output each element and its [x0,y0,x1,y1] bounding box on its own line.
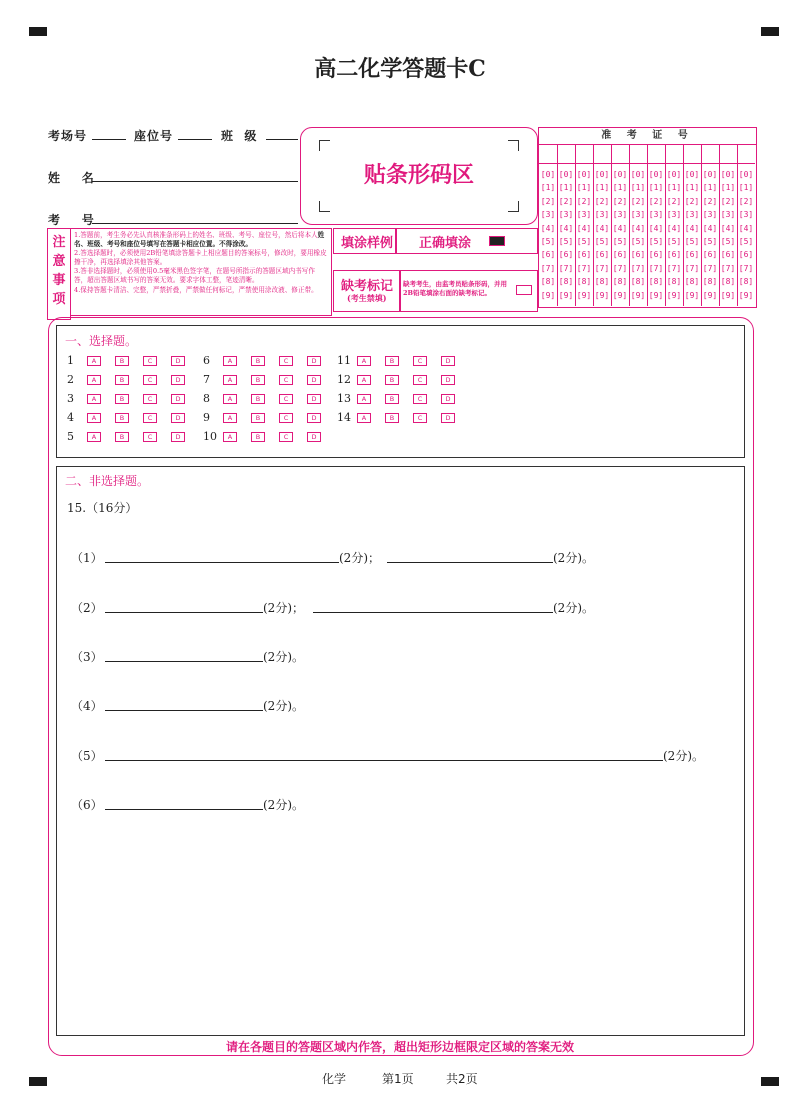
class-label: 班 级 [221,129,258,143]
page-title: 高二化学答题卡C [314,56,486,82]
admission-digit-bubble[interactable]: [4] [540,223,556,233]
admission-digit-bubble[interactable]: [0] [540,170,556,179]
admission-digit-bubble[interactable]: [8] [702,277,718,287]
free-response-title: 二、非选择题。 [65,474,150,488]
part-6-label: （6） [71,798,103,812]
choice-option-bubble[interactable]: B [251,432,265,442]
admission-digit-bubble[interactable]: [6] [702,250,718,260]
admission-digit-bubble[interactable]: [2] [720,196,736,206]
admission-digit-bubble[interactable]: [8] [666,277,682,287]
fill-sample-label: 填涂样例 [341,236,394,251]
admission-digit-bubble[interactable]: [1] [594,183,610,193]
admission-digit-bubble[interactable]: [5] [738,237,754,246]
admission-digit-bubble[interactable]: [9] [576,290,592,300]
choice-option-bubble[interactable]: C [279,413,293,423]
admission-digit-bubble[interactable]: [6] [738,250,754,260]
choice-option-bubble[interactable]: C [413,394,427,404]
admission-digit-bubble[interactable]: [7] [720,263,736,273]
choice-question-number: 10 [203,430,217,443]
admission-digit-bubble[interactable]: [2] [738,196,754,206]
timing-mark-top-right [761,27,779,36]
choice-option-bubble[interactable]: D [441,394,455,404]
choice-option-bubble[interactable]: C [279,375,293,385]
admission-digit-bubble[interactable]: [5] [558,237,574,246]
admission-digit-bubble[interactable]: [2] [648,196,664,206]
admission-digit-bubble[interactable]: [4] [594,223,610,233]
admission-digit-write-box[interactable] [593,145,611,164]
admission-digit-bubble[interactable]: [5] [540,237,556,246]
choice-option-bubble[interactable]: B [251,413,265,423]
admission-digit-bubble[interactable]: [5] [648,237,664,246]
notes-label [47,228,71,320]
admission-digit-bubble[interactable]: [1] [702,183,718,193]
question-15-label: 15.（16分） [67,501,138,515]
admission-digit-bubble[interactable]: [2] [540,196,556,206]
choice-option-bubble[interactable]: D [441,413,455,423]
class-field[interactable] [266,139,298,140]
choice-question-number: 14 [337,411,351,424]
choice-option-bubble[interactable]: A [357,413,371,423]
choice-option-bubble[interactable]: B [251,394,265,404]
choice-option-bubble[interactable]: D [441,375,455,385]
admission-digit-bubble[interactable]: [7] [648,263,664,273]
admission-digit-write-box[interactable] [629,145,647,164]
choice-option-bubble[interactable]: B [251,375,265,385]
note-1a: 1.答题前，考生务必先认真核准条形码上的姓名、班级、考号、座位号，然后将本人 [74,231,318,239]
admission-digit-bubble[interactable]: [3] [666,210,682,220]
admission-digit-bubble[interactable]: [8] [594,277,610,287]
part-2-blank-a[interactable] [105,612,263,613]
admission-digit-bubble[interactable]: [0] [576,170,592,179]
choice-question-number: 6 [203,354,210,367]
part-1-score-a: (2分)； [339,551,380,565]
admission-digit-write-box[interactable] [737,145,755,164]
admission-digit-bubble[interactable]: [6] [540,250,556,260]
choice-option-bubble[interactable]: B [115,394,129,404]
choice-option-bubble[interactable]: C [279,356,293,366]
choice-option-bubble[interactable]: C [279,394,293,404]
choice-option-bubble[interactable]: A [223,432,237,442]
admission-digit-bubble[interactable]: [0] [558,170,574,179]
admission-digit-bubble[interactable]: [8] [648,277,664,287]
admission-digit-bubble[interactable]: [1] [666,183,682,193]
admission-digit-bubble[interactable]: [2] [684,196,700,206]
admission-digit-bubble[interactable]: [5] [612,237,628,246]
admission-digit-column [539,145,558,306]
choice-question-number: 13 [337,392,351,405]
choice-option-bubble[interactable]: D [307,356,321,366]
admission-digit-bubble[interactable]: [0] [684,170,700,179]
choice-option-bubble[interactable]: C [143,356,157,366]
part-4-blank[interactable] [105,710,263,711]
footer-total: 共2页 [446,1072,478,1086]
admission-digit-write-box[interactable] [683,145,701,164]
part-2-blank-b[interactable] [313,612,553,613]
part-5-score: (2分)。 [663,749,704,763]
choice-option-bubble[interactable]: B [251,356,265,366]
admission-digit-bubble[interactable]: [4] [576,223,592,233]
admission-digit-write-box[interactable] [665,145,683,164]
barcode-area [300,127,538,225]
admission-digit-column [575,145,594,306]
seat-field[interactable] [178,139,212,140]
admission-digit-bubble[interactable]: [3] [594,210,610,220]
part-1-blank-a[interactable] [105,562,339,563]
choice-option-bubble[interactable]: D [171,375,185,385]
admission-digit-bubble[interactable]: [6] [576,250,592,260]
choice-section-title: 一、选择题。 [65,334,138,348]
admission-digit-column [719,145,738,306]
admission-digit-bubble[interactable]: [3] [630,210,646,220]
admission-digit-bubble[interactable]: [4] [612,223,628,233]
admission-digit-bubble[interactable]: [5] [684,237,700,246]
admission-digit-bubble[interactable]: [2] [594,196,610,206]
admission-digit-bubble[interactable]: [9] [558,290,574,300]
admission-digit-bubble[interactable]: [5] [702,237,718,246]
choice-option-bubble[interactable]: C [413,356,427,366]
admission-digit-bubble[interactable]: [4] [702,223,718,233]
admission-digit-column [737,145,755,306]
admission-number-grid [538,127,757,308]
admission-digit-bubble[interactable]: [4] [720,223,736,233]
choice-option-bubble[interactable]: A [223,413,237,423]
part-1-blank-b[interactable] [387,562,553,563]
admission-digit-bubble[interactable]: [8] [720,277,736,287]
admission-digit-bubble[interactable]: [7] [684,263,700,273]
admission-digit-bubble[interactable]: [3] [648,210,664,220]
admission-digit-bubble[interactable]: [8] [738,277,754,287]
admission-digit-bubble[interactable]: [3] [612,210,628,220]
admission-digit-bubble[interactable]: [2] [666,196,682,206]
choice-option-bubble[interactable]: A [87,356,101,366]
admission-digit-bubble[interactable]: [6] [666,250,682,260]
choice-option-bubble[interactable]: B [115,356,129,366]
admission-digit-write-box[interactable] [557,145,575,164]
admission-digit-write-box[interactable] [719,145,737,164]
admission-digit-write-box[interactable] [575,145,593,164]
note-1b: 姓名、班级、考号和座位号填写在答题卡相应位置。不得涂改。 [74,231,325,249]
part-6-blank[interactable] [105,809,263,810]
part-4-score: (2分)。 [263,699,304,713]
choice-option-bubble[interactable]: A [357,356,371,366]
exam-room-label: 考场号 [48,129,88,143]
admission-digit-write-box[interactable] [539,145,557,164]
admission-digit-bubble[interactable]: [3] [576,210,592,220]
admission-digit-bubble[interactable]: [0] [594,170,610,179]
choice-option-bubble[interactable]: A [223,356,237,366]
admission-digit-bubble[interactable]: [8] [540,277,556,287]
admission-digit-bubble[interactable]: [0] [702,170,718,179]
admission-digit-bubble[interactable]: [1] [540,183,556,193]
admission-digit-bubble[interactable]: [9] [540,290,556,300]
admission-digit-bubble[interactable]: [0] [612,170,628,179]
admission-number-header: 准 考 证 号 [539,128,756,145]
name-label: 姓 名 [48,171,95,185]
admission-digit-bubble[interactable]: [4] [666,223,682,233]
corner-mark [319,201,330,212]
admission-digit-bubble[interactable]: [6] [648,250,664,260]
exam-no-label: 考 号 [48,213,95,227]
note-2: 2.答选择题时，必须使用2B铅笔填涂答题卡上相应题目的答案标号，修改时，要用橡皮擦干净，再选择填涂其他答案。 [74,249,327,267]
admission-digit-bubble[interactable]: [7] [612,263,628,273]
part-3-blank[interactable] [105,661,263,662]
part-3-label: （3） [71,650,103,664]
footer-page: 第1页 [382,1072,414,1086]
choice-question-number: 4 [67,411,74,424]
admission-digit-bubble[interactable]: [8] [612,277,628,287]
admission-digit-bubble[interactable]: [6] [684,250,700,260]
note-4: 4.保持答题卡清洁、完整，严禁折叠，严禁做任何标记，严禁使用涂改液、修正带。 [74,285,318,294]
notes-text [70,228,332,316]
admission-digit-bubble[interactable]: [4] [630,223,646,233]
choice-option-bubble[interactable]: B [385,394,399,404]
choice-option-bubble[interactable]: B [385,356,399,366]
admission-digit-bubble[interactable]: [4] [648,223,664,233]
choice-question-number: 2 [67,373,74,386]
admission-digit-bubble[interactable]: [5] [666,237,682,246]
footer-subject: 化学 [322,1072,347,1086]
admission-digit-bubble[interactable]: [3] [558,210,574,220]
admission-digit-bubble[interactable]: [0] [666,170,682,179]
admission-digit-bubble[interactable]: [8] [684,277,700,287]
part-2-score-b: (2分)。 [553,601,594,615]
admission-digit-bubble[interactable]: [3] [540,210,556,220]
admission-digit-bubble[interactable]: [0] [630,170,646,179]
part-1-label: （1） [71,551,103,565]
part-2-label: （2） [71,601,103,615]
admission-digit-bubble[interactable]: [9] [702,290,718,300]
admission-digit-bubble[interactable]: [3] [738,210,754,220]
admission-digit-bubble[interactable]: [6] [594,250,610,260]
admission-digit-bubble[interactable]: [9] [720,290,736,300]
admission-digit-bubble[interactable]: [1] [612,183,628,193]
admission-digit-column [611,145,630,306]
admission-digit-bubble[interactable]: [7] [540,263,556,273]
footer-warning: 请在各题目的答题区域内作答，超出矩形边框限定区域的答案无效 [225,1040,574,1054]
admission-digit-bubble[interactable]: [2] [702,196,718,206]
admission-digit-bubble[interactable]: [8] [558,277,574,287]
admission-digit-bubble[interactable]: [1] [630,183,646,193]
part-5-blank[interactable] [105,760,663,761]
corner-mark [319,140,330,151]
admission-digit-bubble[interactable]: [7] [702,263,718,273]
admission-digit-bubble[interactable]: [5] [720,237,736,246]
part-6-score: (2分)。 [263,798,304,812]
choice-option-bubble[interactable]: B [385,375,399,385]
choice-question-number: 3 [67,392,74,405]
choice-option-bubble[interactable]: C [143,413,157,423]
timing-mark-top-left [29,27,47,36]
corner-mark [508,201,519,212]
admission-digit-bubble[interactable]: [9] [612,290,628,300]
choice-option-bubble[interactable]: D [171,413,185,423]
choice-option-bubble[interactable]: A [357,394,371,404]
admission-digit-bubble[interactable]: [4] [738,223,754,233]
corner-mark [508,140,519,151]
absent-bubble[interactable] [516,285,532,295]
admission-digit-bubble[interactable]: [7] [576,263,592,273]
admission-digit-bubble[interactable]: [6] [630,250,646,260]
admission-digit-column [593,145,612,306]
admission-digit-bubble[interactable]: [9] [648,290,664,300]
choice-option-bubble[interactable]: C [413,375,427,385]
admission-digit-bubble[interactable]: [5] [630,237,646,246]
choice-option-bubble[interactable]: A [223,375,237,385]
admission-digit-bubble[interactable]: [5] [594,237,610,246]
choice-question-number: 12 [337,373,351,386]
admission-digit-bubble[interactable]: [1] [648,183,664,193]
admission-digit-bubble[interactable]: [7] [738,263,754,273]
choice-section [56,325,745,458]
part-1-score-b: (2分)。 [553,551,594,565]
admission-digit-bubble[interactable]: [2] [558,196,574,206]
choice-option-bubble[interactable]: C [279,432,293,442]
choice-option-bubble[interactable]: A [357,375,371,385]
name-field[interactable] [92,181,298,182]
admission-digit-bubble[interactable]: [7] [558,263,574,273]
admission-digit-bubble[interactable]: [7] [666,263,682,273]
choice-option-bubble[interactable]: C [143,375,157,385]
choice-question-number: 9 [203,411,210,424]
admission-digit-bubble[interactable]: [0] [648,170,664,179]
choice-option-bubble[interactable]: B [115,432,129,442]
part-3-score: (2分)。 [263,650,304,664]
admission-digit-column [557,145,576,306]
admission-digit-bubble[interactable]: [8] [630,277,646,287]
admission-digit-bubble[interactable]: [0] [720,170,736,179]
admission-digit-bubble[interactable]: [9] [630,290,646,300]
admission-digit-bubble[interactable]: [5] [576,237,592,246]
admission-digit-bubble[interactable]: [2] [630,196,646,206]
admission-digit-bubble[interactable]: [9] [666,290,682,300]
admission-digit-column [701,145,720,306]
choice-option-bubble[interactable]: D [307,413,321,423]
admission-digit-bubble[interactable]: [9] [684,290,700,300]
choice-option-bubble[interactable]: B [385,413,399,423]
part-4-label: （4） [71,699,103,713]
choice-option-bubble[interactable]: A [87,413,101,423]
admission-digit-write-box[interactable] [611,145,629,164]
timing-mark-bottom-left [29,1077,47,1086]
note-3: 3.答非选择题时，必须使用0.5毫米黑色签字笔，在题号所指示的答题区域内书写作答，超出答题区域书写的答案无效。要求字体工整，笔迹清晰。 [74,267,315,285]
admission-digit-bubble[interactable]: [1] [720,183,736,193]
admission-digit-bubble[interactable]: [7] [630,263,646,273]
admission-digit-bubble[interactable]: [1] [684,183,700,193]
admission-digit-bubble[interactable]: [4] [684,223,700,233]
notes-label-text: 注意事项 [52,235,66,307]
admission-digit-column [683,145,702,306]
admission-digit-bubble[interactable]: [4] [558,223,574,233]
admission-digit-bubble[interactable]: [6] [558,250,574,260]
admission-digit-bubble[interactable]: [3] [720,210,736,220]
exam-no-field[interactable] [92,223,298,224]
admission-digit-bubble[interactable]: [2] [576,196,592,206]
admission-digit-bubble[interactable]: [9] [594,290,610,300]
part-5-label: （5） [71,749,103,763]
choice-question-number: 1 [67,354,74,367]
admission-digit-write-box[interactable] [701,145,719,164]
choice-option-bubble[interactable]: D [171,356,185,366]
choice-question-number: 5 [67,430,74,443]
choice-option-bubble[interactable]: A [87,432,101,442]
admission-digit-column [629,145,648,306]
choice-option-bubble[interactable]: D [307,432,321,442]
admission-digit-bubble[interactable]: [6] [720,250,736,260]
admission-digit-bubble[interactable]: [6] [612,250,628,260]
choice-option-bubble[interactable]: D [171,394,185,404]
choice-option-bubble[interactable]: D [307,375,321,385]
choice-option-bubble[interactable]: B [115,375,129,385]
timing-mark-bottom-right [761,1077,779,1086]
free-response-section [56,466,745,1036]
admission-digit-bubble[interactable]: [9] [738,290,754,300]
choice-question-number: 8 [203,392,210,405]
admission-digit-bubble[interactable]: [1] [738,183,754,193]
absent-desc: 缺考考生，由监考员贴条形码，并用2B铅笔填涂右面的缺考标记。 [403,280,507,297]
choice-option-bubble[interactable]: C [143,432,157,442]
fill-correct-label: 正确填涂 [419,236,472,251]
admission-digit-bubble[interactable]: [3] [684,210,700,220]
admission-digit-write-box[interactable] [647,145,665,164]
filled-bubble [489,236,505,246]
choice-option-bubble[interactable]: C [413,413,427,423]
choice-option-bubble[interactable]: A [87,375,101,385]
choice-option-bubble[interactable]: C [143,394,157,404]
seat-label: 座位号 [134,129,174,143]
admission-digit-bubble[interactable]: [8] [576,277,592,287]
admission-digit-bubble[interactable]: [1] [558,183,574,193]
admission-digit-column [665,145,684,306]
absent-label: 缺考标记 [341,279,394,294]
admission-digit-bubble[interactable]: [1] [576,183,592,193]
choice-question-number: 11 [337,354,351,367]
part-2-score-a: (2分)； [263,601,304,615]
choice-option-bubble[interactable]: A [87,394,101,404]
choice-option-bubble[interactable]: D [441,356,455,366]
admission-digit-bubble[interactable]: [7] [594,263,610,273]
choice-option-bubble[interactable]: D [307,394,321,404]
barcode-label: 贴条形码区 [363,162,474,188]
choice-option-bubble[interactable]: D [171,432,185,442]
choice-option-bubble[interactable]: B [115,413,129,423]
admission-digit-bubble[interactable]: [3] [702,210,718,220]
admission-digit-column [647,145,666,306]
choice-question-number: 7 [203,373,210,386]
admission-digit-bubble[interactable]: [2] [612,196,628,206]
absent-sublabel: (考生禁填) [347,293,387,303]
admission-digit-bubble[interactable]: [0] [738,170,754,179]
choice-option-bubble[interactable]: A [223,394,237,404]
exam-room-field[interactable] [92,139,126,140]
